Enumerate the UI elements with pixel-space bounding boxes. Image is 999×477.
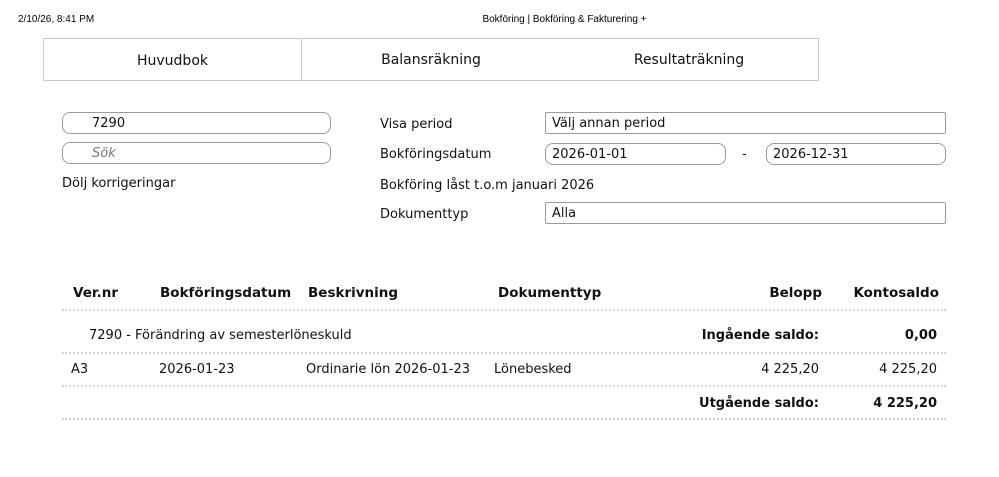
account-title: 7290 - Förändring av semesterlöneskuld bbox=[89, 328, 352, 343]
row-doctype: Lönebesked bbox=[494, 362, 572, 377]
row-amount: 4 225,20 bbox=[761, 362, 819, 377]
locked-notice: Bokföring låst t.o.m januari 2026 bbox=[380, 178, 595, 193]
period-select[interactable]: Välj annan period bbox=[545, 112, 946, 134]
row-balance: 4 225,20 bbox=[879, 362, 937, 377]
account-opening-row bbox=[62, 311, 946, 354]
col-header-amount[interactable]: Belopp bbox=[769, 285, 822, 301]
date-to-input[interactable]: 2026-12-31 bbox=[766, 143, 946, 165]
print-page-title: Bokföring | Bokföring & Fakturering + bbox=[482, 14, 647, 25]
doctype-select[interactable]: Alla bbox=[545, 202, 946, 224]
tab-resultatrakning[interactable] bbox=[560, 39, 818, 80]
col-header-description[interactable]: Beskrivning bbox=[308, 285, 399, 301]
report-tabs bbox=[43, 38, 819, 81]
period-label: Visa period bbox=[380, 117, 453, 132]
tab-balansrakning[interactable] bbox=[302, 39, 560, 80]
closing-balance-label: Utgående saldo: bbox=[699, 396, 819, 411]
hide-corrections-toggle[interactable]: Dölj korrigeringar bbox=[62, 176, 176, 191]
doctype-label: Dokumenttyp bbox=[380, 207, 469, 222]
search-input[interactable]: Sök bbox=[62, 142, 331, 164]
date-label: Bokföringsdatum bbox=[380, 147, 492, 162]
col-header-doctype[interactable]: Dokumenttyp bbox=[498, 285, 602, 301]
col-header-date[interactable]: Bokföringsdatum bbox=[160, 285, 292, 301]
opening-balance-value: 0,00 bbox=[904, 328, 937, 343]
tab-label: Huvudbok bbox=[136, 52, 208, 69]
row-description: Ordinarie lön 2026-01-23 bbox=[306, 362, 470, 377]
col-header-balance[interactable]: Kontosaldo bbox=[853, 285, 939, 301]
date-from-input[interactable]: 2026-01-01 bbox=[545, 143, 726, 165]
print-datetime: 2/10/26, 8:41 PM bbox=[18, 14, 95, 25]
row-vernr[interactable]: A3 bbox=[71, 362, 89, 377]
table-row[interactable] bbox=[62, 354, 946, 387]
ledger-table bbox=[62, 276, 946, 420]
table-header-row bbox=[62, 276, 946, 311]
row-date: 2026-01-23 bbox=[159, 362, 235, 377]
date-separator: - bbox=[742, 147, 747, 162]
closing-balance-value: 4 225,20 bbox=[873, 396, 937, 411]
account-input[interactable]: 7290 bbox=[62, 112, 331, 134]
closing-balance-row bbox=[62, 387, 946, 420]
tab-huvudbok[interactable] bbox=[44, 39, 302, 80]
opening-balance-label: Ingående saldo: bbox=[701, 328, 819, 343]
tab-label: Balansräkning bbox=[381, 51, 481, 68]
tab-label: Resultaträkning bbox=[633, 51, 745, 68]
col-header-vernr[interactable]: Ver.nr bbox=[73, 285, 118, 301]
